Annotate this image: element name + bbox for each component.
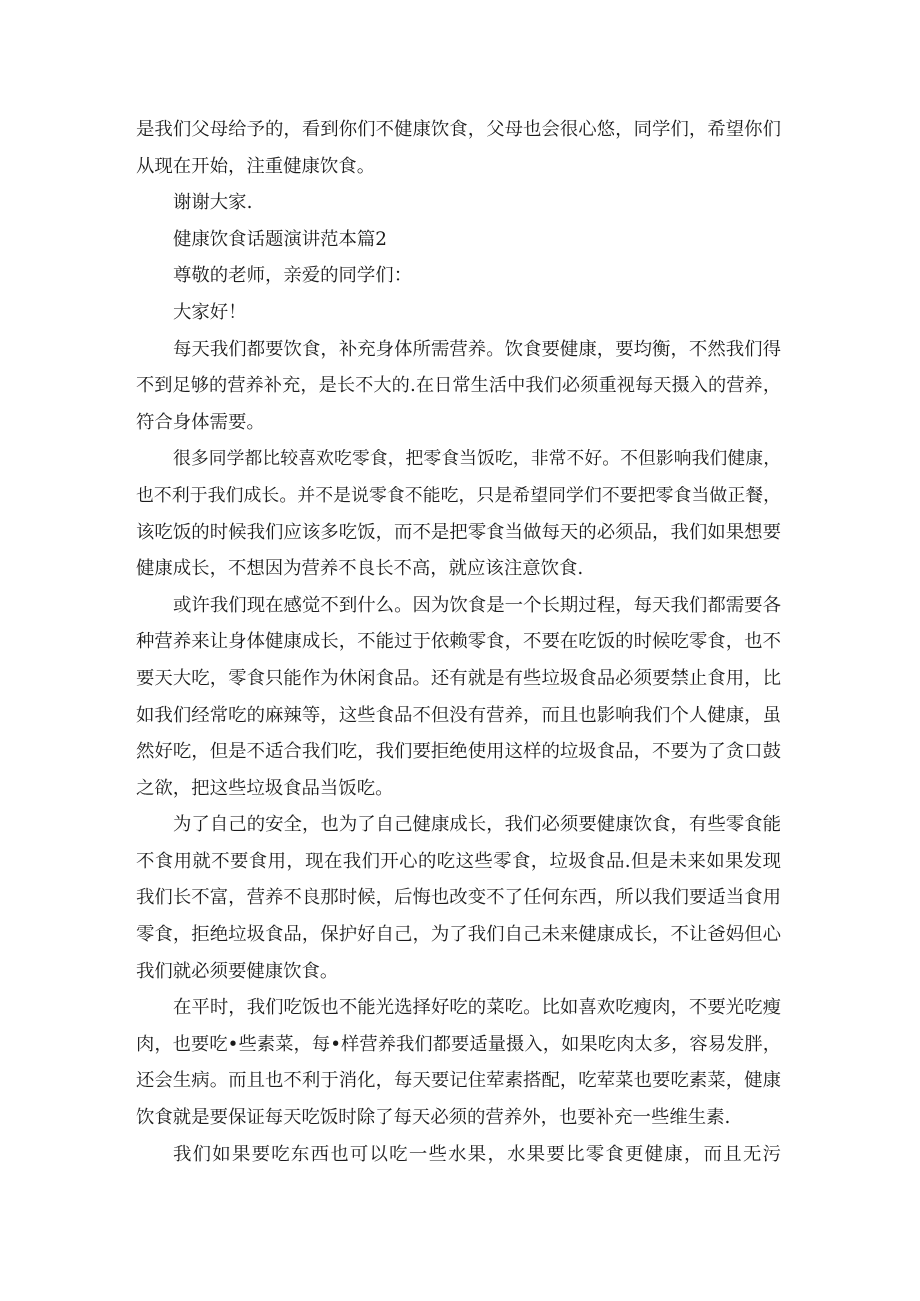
text-line: 谢谢大家. bbox=[173, 192, 253, 214]
text-line: 之欲，把这些垃圾食品当饭吃。 bbox=[136, 777, 394, 799]
text-line: 健康饮食话题演讲范本篇2 bbox=[173, 228, 387, 250]
text-line: 要天大吃，零食只能作为休闲食品。还有就是有些垃圾食品必须要禁止食用，比 bbox=[136, 667, 781, 689]
text-line: 不到足够的营养补充，是长不大的.在日常生活中我们必须重视每天摄入的营养， bbox=[136, 375, 781, 397]
text-line: 也不利于我们成长。并不是说零食不能吃，只是希望同学们不要把零食当做正餐， bbox=[136, 484, 781, 506]
document-body bbox=[136, 112, 781, 1173]
text-line: 还会生病。而且也不利于消化，每天要记住荤素搭配，吃荤菜也要吃素菜，健康 bbox=[136, 1070, 781, 1092]
text-line: 肉，也要吃•些素菜，每•样营养我们都要适量摄入，如果吃肉太多，容易发胖， bbox=[136, 1033, 781, 1055]
text-line: 该吃饭的时候我们应该多吃饭，而不是把零食当做每天的必须品，我们如果想要 bbox=[136, 521, 781, 543]
text-line: 大家好！ bbox=[173, 301, 247, 323]
text-line: 种营养来让身体健康成长，不能过于依赖零食，不要在吃饭的时候吃零食，也不 bbox=[136, 631, 781, 653]
text-line: 在平时，我们吃饭也不能光选择好吃的菜吃。比如喜欢吃瘦肉，不要光吃瘦 bbox=[173, 997, 781, 1019]
text-line: 是我们父母给予的，看到你们不健康饮食，父母也会很心悠，同学们，希望你们 bbox=[136, 119, 781, 140]
text-line: 符合身体需要。 bbox=[136, 411, 265, 433]
text-line: 从现在开始，注重健康饮食。 bbox=[136, 155, 376, 177]
text-line: 或许我们现在感觉不到什么。因为饮食是一个长期过程，每天我们都需要各 bbox=[173, 594, 781, 616]
text-line: 不食用就不要食用，现在我们开心的吃这些零食，垃圾食品.但是未来如果发现 bbox=[136, 850, 781, 872]
text-line: 尊敬的老师，亲爱的同学们： bbox=[173, 265, 413, 287]
text-line: 饮食就是要保证每天吃饭时除了每天必须的营养外，也要补充一些维生素. bbox=[136, 1107, 731, 1129]
text-line: 我们长不富，营养不良那时候，后悔也改变不了任何东西，所以我们要适当食用 bbox=[136, 887, 781, 909]
text-line: 我们就必须要健康饮食。 bbox=[136, 960, 339, 982]
text-line: 我们如果要吃东西也可以吃一些水果，水果要比零食更健康，而且无污 bbox=[173, 1143, 781, 1165]
text-line: 健康成长，不想因为营养不良长不高，就应该注意饮食. bbox=[136, 558, 584, 580]
text-line: 为了自己的安全，也为了自己健康成长，我们必须要健康饮食，有些零食能 bbox=[173, 814, 781, 836]
text-line: 零食，拒绝垃圾食品，保护好自己，为了我们自己未来健康成长，不让爸妈但心 bbox=[136, 924, 781, 946]
text-line: 很多同学都比较喜欢吃零食，把零食当饭吃，非常不好。不但影响我们健康， bbox=[173, 448, 781, 470]
text-line: 如我们经常吃的麻辣等，这些食品不但没有营养，而且也影响我们个人健康，虽 bbox=[136, 704, 781, 726]
text-line: 然好吃，但是不适合我们吃，我们要拒绝使用这样的垃圾食品，不要为了贪口鼓 bbox=[136, 741, 781, 763]
text-line: 每天我们都要饮食，补充身体所需营养。饮食要健康，要均衡，不然我们得 bbox=[173, 338, 781, 360]
